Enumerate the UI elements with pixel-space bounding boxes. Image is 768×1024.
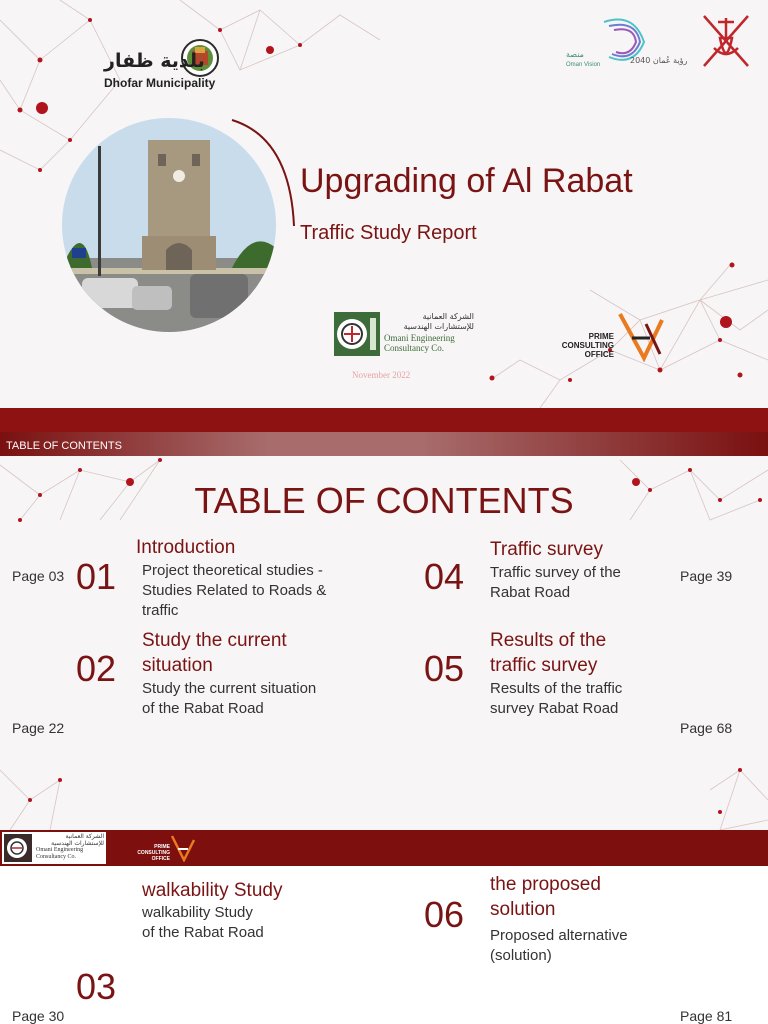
- footer-prime-text-2: CONSULTING: [137, 850, 170, 856]
- toc-number-02: 02: [76, 648, 117, 689]
- footer-omani-logo: [2, 832, 106, 864]
- page-divider-band: [0, 408, 768, 432]
- footer-omani-ar-1: الشركة العمانية: [65, 833, 104, 840]
- footer-prime-mark-icon: [170, 834, 196, 862]
- toc-title-04[interactable]: Traffic survey: [490, 539, 603, 560]
- footer-prime-text-3: OFFICE: [151, 856, 170, 862]
- toc-desc-01-line-3: traffic: [142, 602, 179, 619]
- toc-desc-01: [142, 561, 372, 621]
- footer-omani-en-2: Consultancy Co.: [36, 854, 76, 860]
- toc-desc-05-line-2: survey Rabat Road: [490, 700, 619, 717]
- prime-consulting-logo: [561, 310, 666, 362]
- prime-text-2: CONSULTING: [561, 341, 614, 350]
- municipality-name-english: Dhofar Municipality: [104, 76, 216, 90]
- footer-omani-ar-2: للإستشارات الهندسية: [51, 840, 104, 847]
- footer-omani-en-1: Omani Engineering: [36, 847, 84, 853]
- report-title: Upgrading of Al Rabat: [300, 162, 633, 200]
- toc-desc-04: [490, 563, 670, 603]
- vision-sub-english: Oman Vision: [566, 62, 601, 68]
- oman-emblem: [694, 8, 758, 74]
- toc-title-05[interactable]: [490, 628, 606, 678]
- omani-engineering-emblem-icon: [334, 312, 380, 356]
- oman-vision-logo: [564, 12, 688, 74]
- toc-title-05-line-1: Results of the: [490, 630, 607, 651]
- footer-omani-emblem-icon: [4, 834, 32, 862]
- toc-desc-01-line-1: Project theoretical studies -: [142, 562, 323, 579]
- toc-number-03: 03: [76, 966, 117, 1007]
- footer-bar: [0, 830, 768, 866]
- toc-number-01: 01: [76, 556, 117, 597]
- cover-arc: [230, 118, 300, 228]
- toc-page-04[interactable]: Page 39: [680, 568, 733, 584]
- toc-heading: TABLE OF CONTENTS: [194, 480, 574, 521]
- toc-desc-01-line-2: Studies Related to Roads &: [142, 582, 327, 599]
- omani-engineering-logo: [334, 312, 476, 356]
- toc-number-06: 06: [424, 894, 465, 935]
- vision-label: رؤية عُمان 2040: [630, 56, 688, 65]
- toc-page-06[interactable]: Page 81: [680, 1008, 733, 1024]
- toc-page-05[interactable]: Page 68: [680, 720, 733, 736]
- vision-sub-arabic: منصة: [566, 50, 584, 59]
- toc-title-06-line-2: solution: [490, 899, 556, 920]
- footer-prime-logo: [138, 832, 196, 864]
- municipality-name-arabic: بلدية ظفار: [104, 50, 205, 72]
- toc-title-01[interactable]: Introduction: [136, 537, 236, 558]
- toc-desc-04-line-2: Rabat Road: [490, 584, 571, 601]
- toc-number-05: 05: [424, 648, 465, 689]
- toc-title-06-line-1: the proposed: [490, 874, 601, 895]
- toc-title-05-line-2: traffic survey: [490, 655, 598, 676]
- toc-desc-05-line-1: Results of the traffic: [490, 680, 623, 697]
- toc-desc-03-line-1: walkability Study: [142, 904, 253, 921]
- toc-title-02-line-2: situation: [142, 655, 213, 676]
- prime-text-1: PRIME: [588, 332, 614, 341]
- toc-desc-02: [142, 679, 372, 719]
- prime-text-3: OFFICE: [584, 350, 614, 359]
- toc-number-04: 04: [424, 556, 465, 597]
- report-subtitle: Traffic Study Report: [300, 222, 477, 244]
- toc-desc-02-line-2: of the Rabat Road: [142, 700, 264, 717]
- khanjar-emblem-icon: [694, 8, 758, 74]
- toc-page-01[interactable]: Page 03: [12, 568, 65, 584]
- toc-title-03[interactable]: walkability Study: [142, 880, 283, 901]
- toc-desc-06-line-1: Proposed alternative: [490, 927, 628, 944]
- omani-engineering-en-2: Consultancy Co.: [384, 343, 444, 353]
- toc-title-02[interactable]: [142, 628, 287, 678]
- omani-engineering-en-1: Omani Engineering: [384, 333, 455, 343]
- toc-desc-06-line-2: (solution): [490, 947, 552, 964]
- toc-title-02-line-1: Study the current: [142, 630, 287, 651]
- toc-desc-05: [490, 679, 670, 719]
- toc-desc-03: [142, 903, 342, 943]
- toc-desc-02-line-1: Study the current situation: [142, 680, 317, 697]
- toc-desc-06: [490, 926, 680, 966]
- report-date: November 2022: [352, 370, 411, 380]
- prime-mark-icon: [616, 310, 666, 362]
- omani-engineering-ar-2: للإستشارات الهندسية: [403, 322, 474, 331]
- toc-title-06[interactable]: [490, 872, 601, 922]
- toc-bar-label: TABLE OF CONTENTS: [6, 440, 122, 452]
- omani-engineering-ar-1: الشركة العمانية: [422, 312, 474, 321]
- toc-desc-04-line-1: Traffic survey of the: [490, 564, 621, 581]
- toc-desc-03-line-2: of the Rabat Road: [142, 924, 264, 941]
- toc-page-03[interactable]: Page 30: [12, 1008, 65, 1024]
- footer-prime-text-1: PRIME: [154, 844, 170, 850]
- toc-page-02[interactable]: Page 22: [12, 720, 65, 736]
